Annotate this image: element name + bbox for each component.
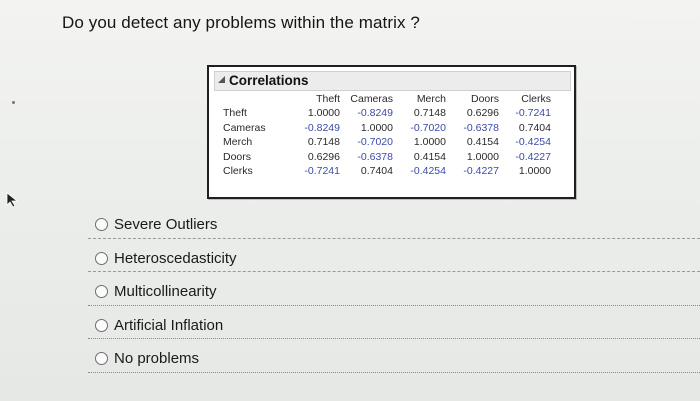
radio-button[interactable] — [95, 285, 108, 298]
option-label[interactable]: Multicollinearity — [114, 283, 217, 301]
column-header: Merch — [416, 93, 446, 105]
radio-button[interactable] — [95, 218, 108, 231]
radio-button[interactable] — [95, 319, 108, 332]
option-divider — [88, 305, 700, 306]
matrix-cell: -0.6378 — [357, 150, 393, 163]
matrix-cell: 0.4154 — [466, 136, 499, 148]
radio-button[interactable] — [95, 252, 108, 265]
mouse-cursor-icon — [6, 192, 20, 208]
column-header: Doors — [470, 93, 499, 105]
matrix-cell: -0.7020 — [357, 136, 393, 148]
matrix-cell: 1.0000 — [518, 165, 551, 177]
disclosure-triangle-icon[interactable] — [218, 76, 225, 83]
correlation-matrix — [223, 93, 555, 179]
matrix-cell: 0.7148 — [413, 107, 446, 119]
row-label: Merch — [223, 136, 253, 148]
correlations-title: Correlations — [229, 73, 309, 88]
matrix-cell: 1.0000 — [413, 136, 446, 148]
matrix-cell: 1.0000 — [466, 150, 499, 163]
row-label: Doors — [223, 150, 252, 163]
matrix-cell: 0.7404 — [518, 121, 551, 134]
matrix-cell: 0.4154 — [413, 150, 446, 163]
correlations-panel — [207, 65, 576, 199]
matrix-cell: 1.0000 — [307, 107, 340, 119]
radio-button[interactable] — [95, 352, 108, 365]
matrix-cell: -0.4227 — [463, 165, 499, 177]
matrix-cell: -0.8249 — [357, 107, 393, 119]
row-label: Theft — [223, 107, 247, 119]
matrix-row — [223, 135, 555, 150]
matrix-row — [223, 150, 555, 165]
matrix-cell: -0.4254 — [515, 136, 551, 148]
row-label: Clerks — [223, 165, 253, 177]
option-label[interactable]: No problems — [114, 350, 200, 368]
option-heteroscedasticity[interactable] — [88, 242, 700, 276]
answer-options — [88, 208, 700, 376]
column-header: Theft — [316, 93, 340, 105]
matrix-cell: 0.7148 — [307, 136, 340, 148]
matrix-row — [223, 164, 555, 179]
stray-mark — [12, 101, 15, 104]
matrix-row — [223, 106, 555, 121]
matrix-cell: 1.0000 — [360, 121, 393, 134]
matrix-corner — [223, 93, 287, 106]
matrix-cell: -0.7241 — [515, 107, 551, 119]
matrix-row — [223, 121, 555, 136]
column-header: Cameras — [350, 93, 393, 105]
option-multicollinearity[interactable] — [88, 275, 700, 309]
matrix-cell: -0.4227 — [515, 150, 551, 163]
option-divider — [88, 338, 700, 339]
option-label[interactable]: Heteroscedasticity — [114, 249, 237, 267]
option-severe-outliers[interactable] — [88, 208, 700, 242]
option-divider — [88, 372, 700, 373]
option-label[interactable]: Artificial Inflation — [114, 316, 224, 334]
column-header: Clerks — [521, 93, 551, 105]
option-artificial-inflation[interactable] — [88, 309, 700, 343]
matrix-cell: -0.7241 — [304, 165, 340, 177]
matrix-cell: -0.6378 — [463, 121, 499, 134]
matrix-cell: 0.6296 — [466, 107, 499, 119]
matrix-header-row — [223, 93, 555, 106]
matrix-cell: -0.4254 — [410, 165, 446, 177]
correlations-header[interactable] — [214, 71, 571, 91]
option-label[interactable]: Severe Outliers — [114, 216, 218, 234]
option-no-problems[interactable] — [88, 342, 700, 376]
option-divider — [88, 271, 700, 272]
row-label: Cameras — [223, 121, 266, 134]
matrix-cell: 0.6296 — [307, 150, 340, 163]
option-divider — [88, 238, 700, 239]
matrix-cell: 0.7404 — [360, 165, 393, 177]
question-text: Do you detect any problems within the matrix ? — [62, 13, 420, 32]
matrix-cell: -0.8249 — [304, 121, 340, 134]
matrix-cell: -0.7020 — [410, 121, 446, 134]
